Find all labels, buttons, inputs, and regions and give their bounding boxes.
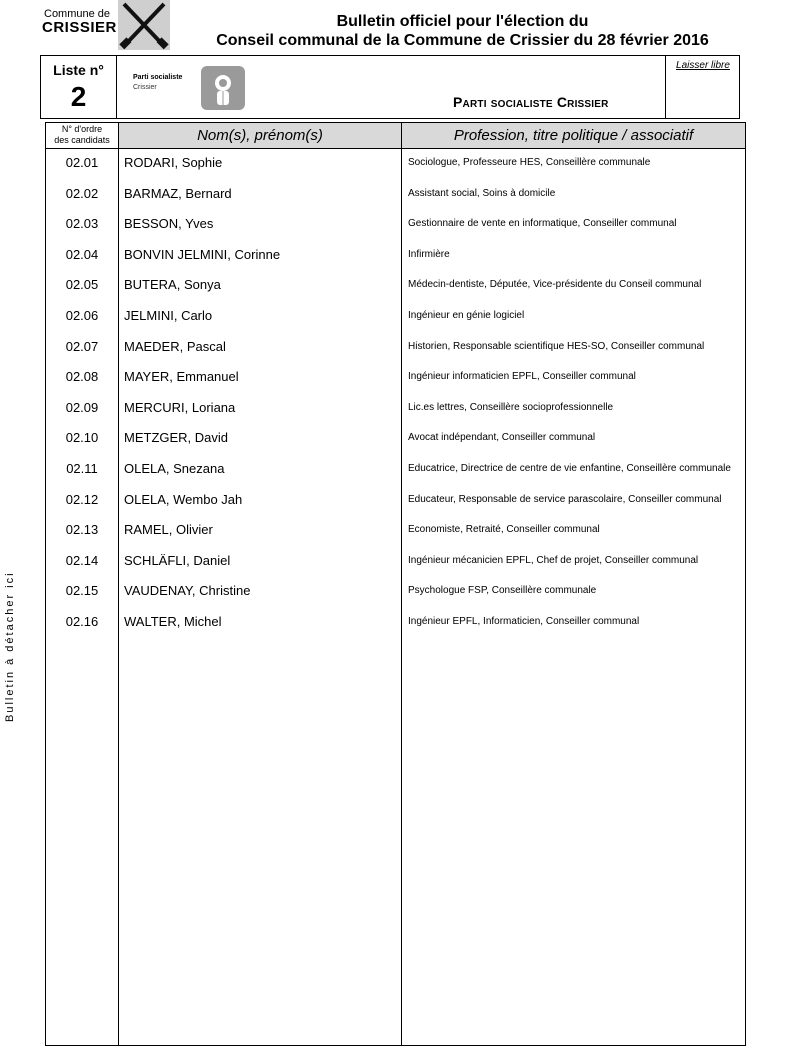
ballot-title-line2: Conseil communal de la Commune de Crissier du 28 février 2016 (216, 32, 709, 49)
candidate-name: OLELA, Wembo Jah (124, 491, 243, 507)
candidate-rows (46, 149, 745, 639)
ballot-title-line1: Bulletin officiel pour l'élection du (336, 13, 589, 30)
candidate-number: 02.07 (65, 338, 99, 354)
candidate-number: 02.02 (65, 185, 99, 201)
candidate-number: 02.14 (65, 552, 99, 568)
candidate-profession: Lic.es lettres, Conseillère socioprofessionnelle (408, 401, 614, 413)
table-row[interactable] (46, 516, 745, 547)
candidate-number: 02.03 (65, 216, 99, 232)
candidate-name: MAYER, Emmanuel (124, 369, 239, 385)
logo-commune-label: Commune de (44, 8, 111, 20)
candidate-number: 02.08 (65, 369, 99, 385)
header-num-line1: N° d'ordre (61, 124, 103, 134)
detach-here-label: Bulletin à détacher ici (4, 571, 16, 722)
rose-fist-icon (201, 66, 245, 110)
candidate-name: BESSON, Yves (124, 216, 214, 232)
candidate-number: 02.06 (65, 307, 99, 323)
table-row[interactable] (46, 149, 745, 180)
candidate-profession: Ingénieur EPFL, Informaticien, Conseiller communal (408, 615, 640, 627)
candidate-number: 02.16 (65, 613, 99, 629)
candidate-name: WALTER, Michel (124, 613, 222, 629)
candidate-profession: Educateur, Responsable de service parascolaire, Conseiller communal (408, 493, 722, 505)
candidate-name: RAMEL, Olivier (124, 522, 213, 538)
candidate-number: 02.13 (65, 522, 99, 538)
party-logo-city: Crissier (133, 84, 157, 91)
candidate-profession: Ingénieur informaticien EPFL, Conseiller communal (408, 371, 636, 383)
table-row[interactable] (46, 302, 745, 333)
candidate-name: BONVIN JELMINI, Corinne (124, 246, 281, 262)
table-row[interactable] (46, 577, 745, 608)
crossed-rifles-icon (118, 0, 170, 50)
candidate-profession: Psychologue FSP, Conseillère communale (408, 585, 597, 597)
candidate-number: 02.01 (65, 155, 99, 170)
candidate-number: 02.10 (65, 430, 99, 446)
candidate-profession: Médecin-dentiste, Députée, Vice-présidente du Conseil communal (408, 279, 702, 291)
leave-blank-label: Laisser libre (676, 60, 730, 71)
table-row[interactable] (46, 180, 745, 211)
candidate-name: MERCURI, Loriana (124, 399, 236, 415)
candidate-name: OLELA, Snezana (124, 460, 225, 476)
candidate-number: 02.09 (65, 399, 99, 415)
candidate-number: 02.12 (65, 491, 99, 507)
candidate-profession: Ingénieur en génie logiciel (408, 309, 525, 321)
candidate-profession: Sociologue, Professeure HES, Conseillère communale (408, 157, 651, 168)
candidate-profession: Historien, Responsable scientifique HES-SO, Conseiller communal (408, 340, 705, 352)
candidate-profession: Assistant social, Soins à domicile (408, 187, 556, 199)
table-row[interactable] (46, 271, 745, 302)
header-num-line2: des candidats (54, 135, 110, 145)
table-header (46, 123, 745, 149)
commune-logo (42, 0, 170, 50)
list-number-cell (41, 56, 117, 118)
table-row[interactable] (46, 424, 745, 455)
table-row[interactable] (46, 333, 745, 364)
logo-commune-name: CRISSIER (42, 19, 117, 36)
candidate-name: VAUDENAY, Christine (124, 583, 251, 599)
candidate-profession: Avocat indépendant, Conseiller communal (408, 432, 596, 444)
header-candidate-number (46, 123, 118, 148)
candidate-number: 02.04 (65, 246, 99, 262)
candidate-profession: Economiste, Retraité, Conseiller communal (408, 524, 600, 536)
table-row[interactable] (46, 455, 745, 486)
table-row[interactable] (46, 241, 745, 272)
candidate-table (45, 122, 746, 1046)
header-profession: Profession, titre politique / associatif (402, 123, 745, 148)
candidate-profession: Educatrice, Directrice de centre de vie enfantine, Conseillère communale (408, 462, 731, 474)
party-name: Parti socialiste Crissier (453, 94, 609, 110)
table-row[interactable] (46, 210, 745, 241)
leave-blank-box[interactable] (665, 56, 740, 118)
table-row[interactable] (46, 486, 745, 517)
party-logo (133, 66, 253, 110)
candidate-profession: Ingénieur mécanicien EPFL, Chef de projet, Conseiller communal (408, 554, 699, 566)
candidate-name: BUTERA, Sonya (124, 277, 221, 293)
party-logo-name: Parti socialiste (133, 74, 183, 81)
candidate-profession: Gestionnaire de vente en informatique, Conseiller communal (408, 218, 677, 230)
candidate-name: SCHLÄFLI, Daniel (124, 552, 231, 568)
candidate-name: MAEDER, Pascal (124, 338, 226, 354)
list-number-label: Liste n° (53, 62, 104, 78)
list-number-value: 2 (70, 81, 87, 112)
table-row[interactable] (46, 363, 745, 394)
list-header-box (40, 55, 740, 119)
header-name: Nom(s), prénom(s) (119, 123, 401, 148)
candidate-profession: Infirmière (408, 248, 450, 260)
table-row[interactable] (46, 547, 745, 578)
candidate-name: RODARI, Sophie (124, 155, 223, 170)
candidate-name: METZGER, David (124, 430, 229, 446)
candidate-number: 02.15 (65, 583, 99, 599)
table-row[interactable] (46, 394, 745, 425)
candidate-name: JELMINI, Carlo (124, 307, 213, 323)
table-row[interactable] (46, 608, 745, 639)
candidate-number: 02.11 (66, 460, 98, 476)
candidate-number: 02.05 (65, 277, 99, 293)
ballot-title (175, 12, 750, 50)
candidate-name: BARMAZ, Bernard (124, 185, 232, 201)
